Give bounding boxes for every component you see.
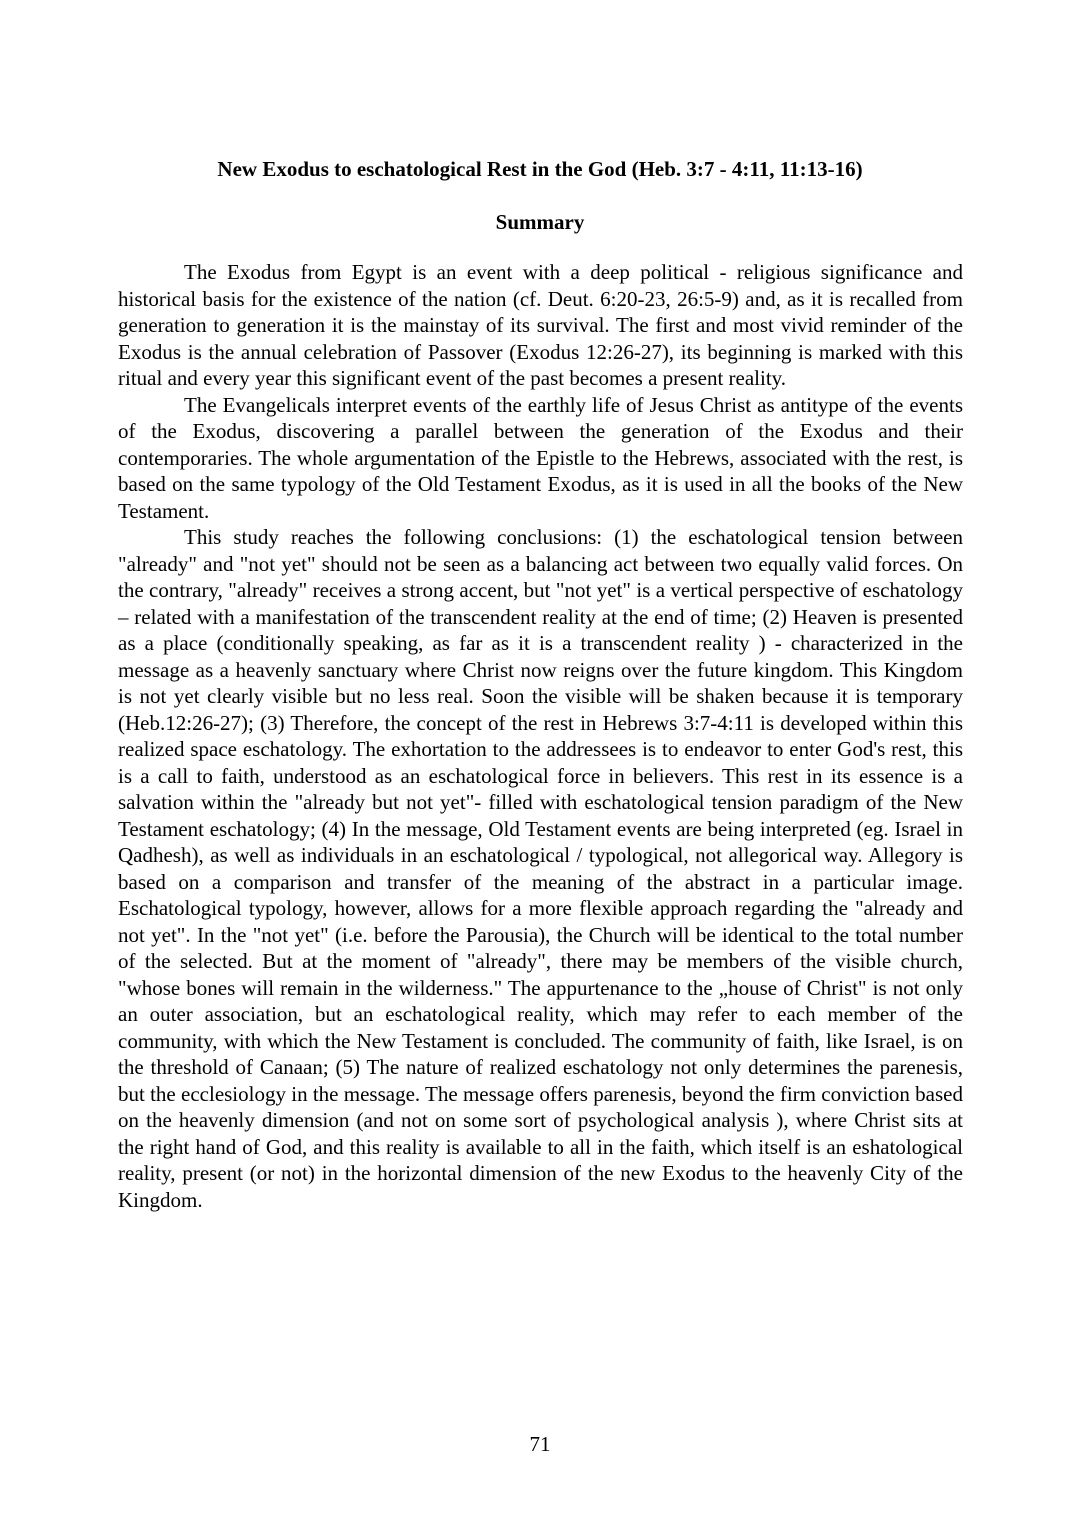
paragraph-study-conclusions: This study reaches the following conclusions: (1) the eschatological tension between "already" and "not yet" should not be seen as a balancing act between two equally valid forces. On the contrary, "already" receives a strong accent, but "not yet" is a vertical perspective of eschatology – related with a manifestation of the transcendent reality at the end of time; (2) Heaven is presented as a place (conditionally speaking, as far as it is a transcendent reality ) - characterized in the message as a heavenly sanctuary where Christ now reigns over the future kingdom. This Kingdom is not yet clearly visible but no less real. Soon the visible will be shaken because it is temporary (Heb.12:26-27); (3) Therefore, the concept of the rest in Hebrews 3:7-4:11 is developed within this realized space eschatology. The exhortation to the addressees is to endeavor to enter God's rest, this is a call to faith, understood as an eschatological force in believers. This rest in its essence is a salvation within the "already but not yet"- filled with eschatological tension paradigm of the New Testament eschatology; (4) In the message, Old Testament events are being interpreted (eg. Israel in Qadhesh), as well as individuals in an eschatological / typological, not allegorical way. Allegory is based on a comparison and transfer of the meaning of the abstract in a particular image. Eschatological typology, however, allows for a more flexible approach regarding the "already and not yet". In the "not yet" (i.e. before the Parousia), the Church will be identical to the total number of the selected. But at the moment of "already", there may be members of the visible church, "whose bones will remain in the wilderness." The appurtenance to the „house of Christ" is not only an outer association, but an eschatological reality, which may refer to each member of the community, with which the New Testament is concluded. The community of faith, like Israel, is on the threshold of Canaan; (5) The nature of realized eschatology not only determines the parenesis, but the ecclesiology in the message. The message offers parenesis, beyond the firm conviction based on the heavenly dimension (and not on some sort of psychological analysis ), where Christ sits at the right hand of God, and this reality is available to all in the faith, which itself is an eshatological reality, present (or not) in the horizontal dimension of the new Exodus to the heavenly City of the Kingdom.: [118, 525, 963, 1212]
summary-body: [118, 259, 963, 1213]
document-title: New Exodus to eschatological Rest in the God (Heb. 3:7 - 4:11, 11:13-16): [217, 157, 863, 181]
paragraph-evangelicals-typology: The Evangelicals interpret events of the earthly life of Jesus Christ as antitype of the events of the Exodus, discovering a parallel between the generation of the Exodus and their contemporaries. The whole argumentation of the Epistle to the Hebrews, associated with the rest, is based on the same typology of the Old Testament Exodus, as it is used in all the books of the New Testament.: [118, 392, 963, 523]
paragraph-exodus-significance: The Exodus from Egypt is an event with a deep political - religious significance and historical basis for the existence of the nation (cf. Deut. 6:20-23, 26:5-9) and, as it is recalled from generation to generation it is the mainstay of its survival. The first and most vivid reminder of the Exodus is the annual celebration of Passover (Exodus 12:26-27), its beginning is marked with this ritual and every year this significant event of the past becomes a present reality.: [118, 260, 963, 390]
page-number: 71: [529, 1432, 551, 1456]
summary-heading: Summary: [495, 210, 585, 234]
